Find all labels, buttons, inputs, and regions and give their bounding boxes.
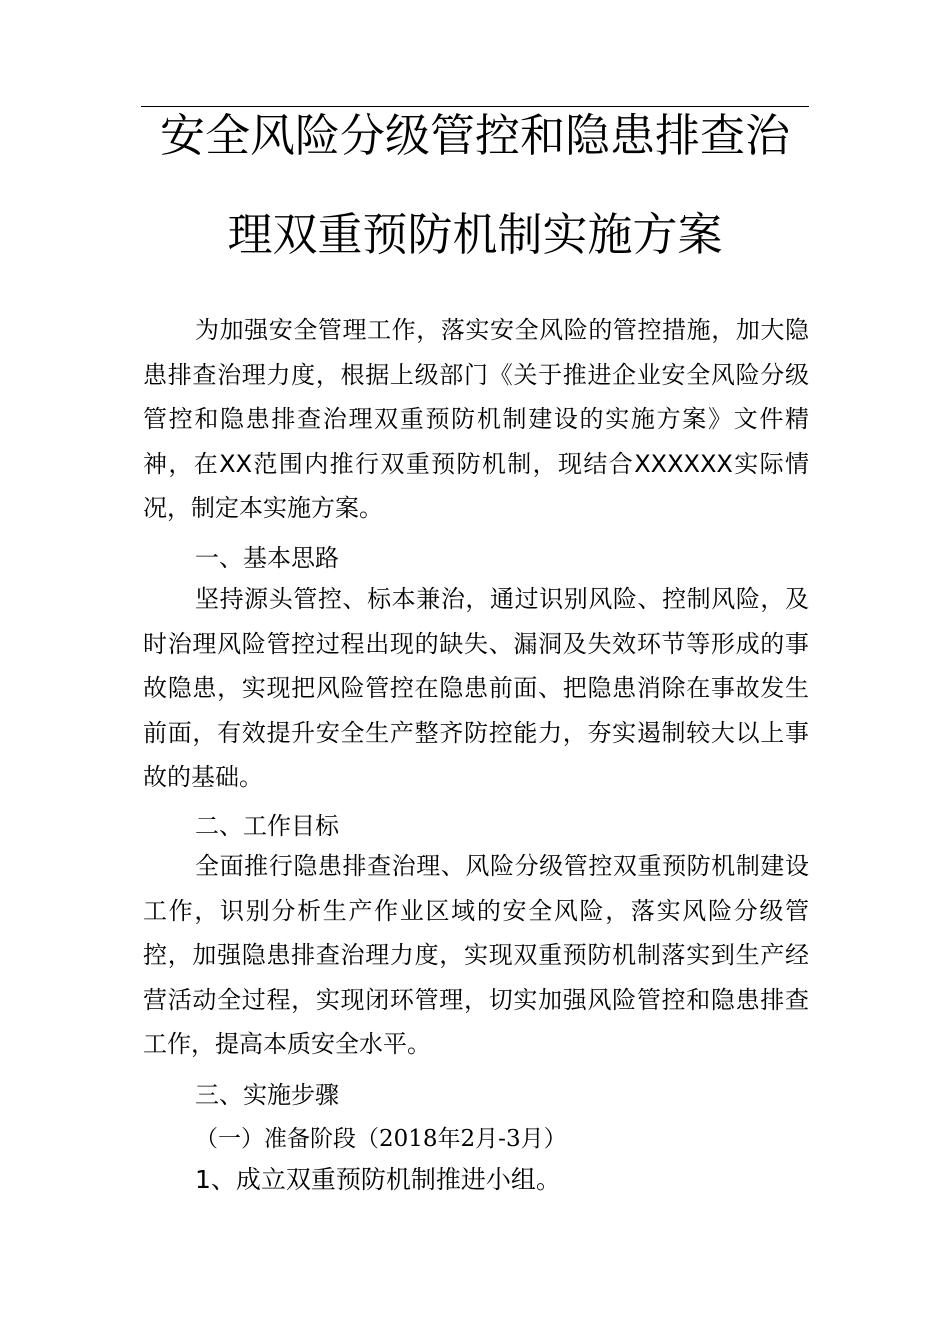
- section-heading-basic-approach: 一、基本思路: [195, 544, 339, 572]
- section-heading-work-goals: 二、工作目标: [195, 812, 339, 840]
- document-title-line-2: 理双重预防机制实施方案: [227, 208, 723, 261]
- intro-paragraph: 为加强安全管理工作，落实安全风险的管控措施，加大隐患排查治理力度，根据上级部门《关于推进企业安全风险分级管控和隐患排查治理双重预防机制建设的实施方案》文件精神，在XX范围内推行双重预防机制，现结合XXXXXX实际情况，制定本实施方案。: [143, 316, 809, 522]
- section-paragraph-basic-approach: 坚持源头管控、标本兼治，通过识别风险、控制风险，及时治理风险管控过程出现的缺失、漏洞及失效环节等形成的事故隐患，实现把风险管控在隐患前面、把隐患消除在事故发生前面，有效提升安全生产整齐防控能力，夯实遏制较大以上事故的基础。: [143, 585, 809, 791]
- section-paragraph-work-goals: 全面推行隐患排查治理、风险分级管控双重预防机制建设工作，识别分析生产作业区域的安全风险，落实风险分级管控，加强隐患排查治理力度，实现双重预防机制落实到生产经营活动全过程，实现闭环管理，切实加强风险管控和隐患排查工作，提高本质安全水平。: [143, 852, 809, 1058]
- subsection-heading-preparation-stage: （一）准备阶段（2018年2月-3月）: [195, 1126, 567, 1152]
- document-title-line-1: 安全风险分级管控和隐患排查治: [159, 109, 790, 162]
- list-item-establish-group: 1、成立双重预防机制推进小组。: [195, 1165, 561, 1194]
- section-heading-implementation-steps: 三、实施步骤: [195, 1081, 339, 1109]
